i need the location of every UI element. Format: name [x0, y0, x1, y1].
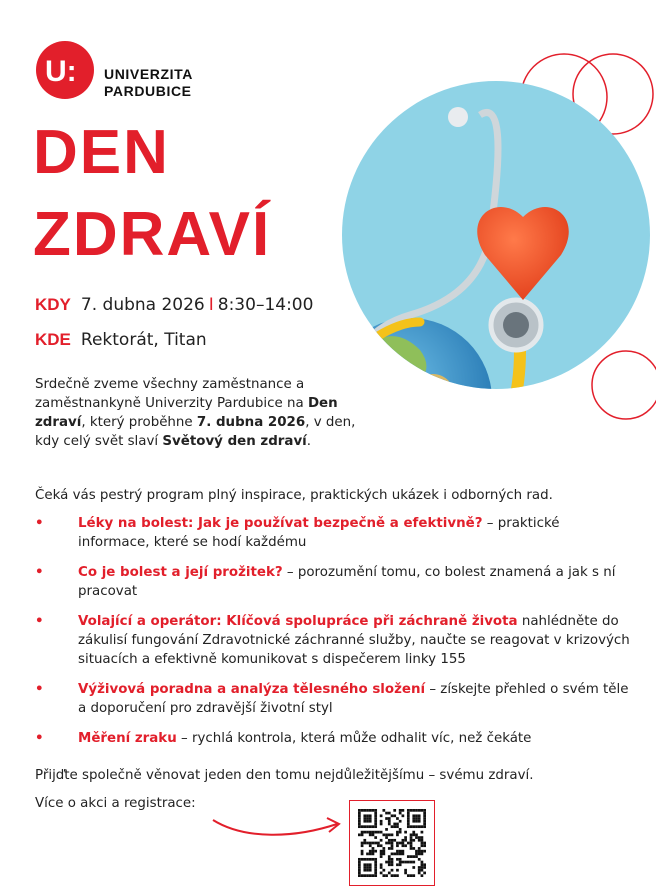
intro-paragraph [35, 375, 365, 451]
program-item-title: Léky na bolest: Jak je používat bezpečně a efektivně? [78, 516, 483, 531]
program-list [35, 514, 635, 759]
event-place: Rektorát, Titan [80, 330, 207, 350]
program-item-title: Volající a operátor: Klíčová spolupráce při záchraně života [78, 614, 518, 629]
program-item-text: – rychlá kontrola, která může odhalit víc, než čekáte [176, 731, 532, 746]
program-item-text: – porozumění tomu, co bolest znamená a jak s ní pracovat [78, 565, 616, 599]
list-item [35, 680, 635, 718]
logo-line-2: PARDUBICE [104, 83, 192, 99]
intro-text-2: , který proběhne [81, 415, 197, 430]
date-time-separator: I [208, 295, 214, 315]
where-label: KDE [35, 330, 71, 349]
list-item [35, 729, 635, 748]
registration-qr-code[interactable] [349, 800, 435, 886]
event-time: 8:30–14:00 [217, 295, 314, 315]
university-name [104, 66, 193, 100]
closing-text: Přijďte společně věnovat jeden den tomu nejdůležitějšímu – svému zdraví. [35, 768, 534, 783]
when-label: KDY [35, 295, 71, 314]
list-item [35, 514, 635, 552]
program-item-title: Co je bolest a její prožitek? [78, 565, 283, 580]
program-item-title: Měření zraku [78, 731, 177, 746]
event-location [35, 330, 207, 350]
list-item [35, 612, 635, 669]
bullet-icon: • [35, 614, 44, 629]
logo-line-1: UNIVERZITA [104, 66, 193, 82]
intro-bold-2: 7. dubna 2026 [196, 415, 306, 430]
intro-text-1: Srdečně zveme všechny zaměstnance a zaměstnankyně Univerzity Pardubice na [35, 377, 308, 411]
intro-bold-1: Den zdraví [35, 396, 338, 430]
deco-circle-bottom-right [592, 351, 656, 419]
health-photo [330, 45, 656, 425]
intro-text-3: , v den, kdy celý svět slaví [35, 415, 356, 449]
bullet-icon: • [35, 516, 44, 531]
page-title-line-1: DEN [33, 118, 170, 187]
more-info-text: Více o akci a registrace: [35, 796, 196, 811]
logo-mark-text: U: [45, 55, 77, 88]
arrow-icon [205, 800, 355, 850]
program-item-text: – praktické informace, které se hodí každému [78, 516, 560, 550]
program-item-text: – získejte přehled o svém těle a doporučení pro zdravější životní styl [78, 682, 629, 716]
program-item-title: Výživová poradna a analýza tělesného složení [78, 682, 426, 697]
event-date-time [35, 295, 313, 315]
bullet-icon: • [35, 731, 44, 746]
bullet-icon: • [35, 682, 44, 697]
university-logo-icon [35, 40, 95, 100]
list-item [35, 563, 635, 601]
page-title-line-2: ZDRAVÍ [33, 200, 272, 269]
intro-bold-3: Světový den zdraví [162, 434, 307, 449]
event-date: 7. dubna 2026 [80, 295, 205, 315]
program-lead: Čeká vás pestrý program plný inspirace, praktických ukázek i odborných rad. [35, 488, 553, 503]
program-item-text: nahlédněte do zákulisí fungování Zdravotnické záchranné služby, naučte se reagovat v krizových situacích a efektivně komunikovat s dispečerem linky 155 [78, 614, 630, 667]
intro-text-4: . [306, 434, 312, 449]
bullet-icon: • [35, 565, 44, 580]
qr-code-icon [358, 809, 426, 877]
